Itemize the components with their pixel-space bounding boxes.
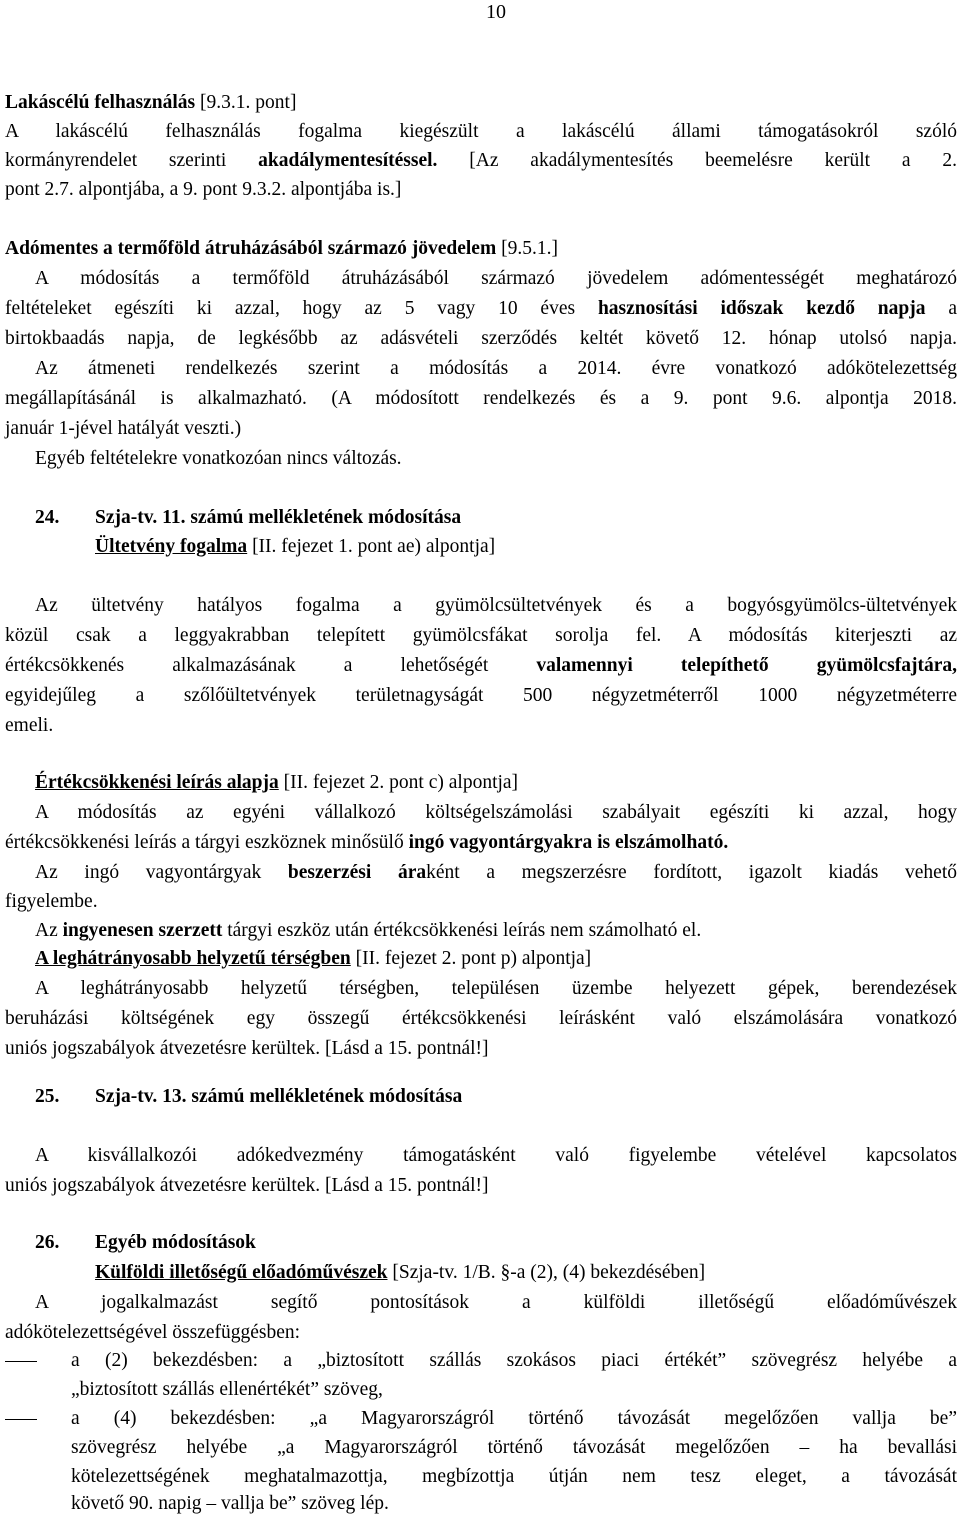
list-item-continuation: kötelezettségének meghatalmazottja, megbízottja útján nem tesz eleget, a távozását [71, 1466, 957, 1487]
subsection-title: Értékcsökkenési leírás alapja [35, 772, 279, 793]
subsection-heading-ertekcsokkenesi [5, 768, 957, 798]
subsection-title: A leghátrányosabb helyzetű térségben [35, 948, 351, 969]
subsection-ref: [Szja-tv. 1/B. §-a (2), (4) bekezdésében] [387, 1262, 706, 1283]
paragraph-line: Az ingó vagyontárgyak beszerzési áraként a megszerzésre fordított, igazolt kiadás vehető [35, 862, 957, 883]
paragraph-line: A kisvállalkozói adókedvezmény támogatásként való figyelembe vételével kapcsolatos [35, 1145, 957, 1166]
paragraph-line: Egyéb feltételekre vonatkozóan nincs változás. [35, 448, 402, 469]
paragraph-line: egyidejűleg a szőlőültetvények területnagyságát 500 négyzetméterről 1000 négyzetméterre [5, 685, 957, 706]
paragraph-line: birtokbaadás napja, de legkésőbb az adásvételi szerződés keltét követő 12. hónap utolsó napja. [5, 328, 957, 349]
subsection-heading [5, 1258, 957, 1288]
subsection-ref: [II. fejezet 2. pont c) alpontja] [283, 772, 519, 793]
paragraph-line: A módosítás a termőföld átruházásából származó jövedelem adómentességét meghatározó [35, 268, 957, 289]
list-item-continuation: szövegrész helyébe „a Magyarországról történő távozását megelőzően – ha bevallási [71, 1437, 957, 1458]
list-item: a (4) bekezdésben: „a Magyarországról történő távozását megelőzően vallja be” [5, 1404, 957, 1434]
paragraph-line: figyelembe. [5, 891, 98, 912]
paragraph-line: kormányrendelet szerinti akadálymentesítéssel. [Az akadálymentesítés beemelésre került a 2. [5, 150, 957, 171]
paragraph-line: Az átmeneti rendelkezés szerint a módosítás a 2014. évre vonatkozó adókötelezettség [35, 358, 957, 379]
chapter-number: 25. [35, 1086, 60, 1107]
subsection-heading [5, 532, 957, 562]
list-item-continuation: „biztosított szállás ellenértékét” szöveg, [71, 1379, 383, 1400]
paragraph-line: A leghátrányosabb helyzetű térségben, településen üzembe helyezett gépek, berendezések [35, 978, 957, 999]
chapter-title: Szja-tv. 11. számú mellékletének módosítása [95, 507, 462, 528]
subsection-heading-leghatranyosabb [5, 944, 957, 974]
dash-bullet [5, 1346, 43, 1376]
subsection-ref: [II. fejezet 1. pont ae) alpontja] [252, 536, 496, 557]
subsection-title: Ültetvény fogalma [95, 536, 248, 557]
chapter-title: Szja-tv. 13. számú mellékletének módosítása [95, 1086, 463, 1107]
section-title: Lakáscélú felhasználás [5, 92, 196, 113]
paragraph-line: A lakáscélú felhasználás fogalma kiegészült a lakáscélú állami támogatásokról szóló [5, 121, 957, 142]
section-heading-adomentes [5, 234, 957, 264]
paragraph-line: értékcsökkenés alkalmazásának a lehetőségét valamennyi telepíthető gyümölcsfajtára, [5, 655, 957, 676]
paragraph-line: A módosítás az egyéni vállalkozó költségelszámolási szabályait egészíti ki azzal, hogy [35, 802, 957, 823]
subsection-ref: [II. fejezet 2. pont p) alpontja] [355, 948, 592, 969]
chapter-number: 26. [35, 1232, 60, 1253]
paragraph-line: Az ültetvény hatályos fogalma a gyümölcsültetvények és a bogyósgyümölcs-ültetvények [35, 595, 957, 616]
dash-bullet [5, 1404, 43, 1434]
document-body [5, 0, 957, 1517]
list-item-continuation: követő 90. napig – vallja be” szöveg lép. [71, 1493, 389, 1514]
paragraph-line: uniós jogszabályok átvezetésre kerültek. [Lásd a 15. pontnál!] [5, 1175, 489, 1196]
paragraph-line: emeli. [5, 715, 54, 736]
paragraph-line: pont 2.7. alpontjába, a 9. pont 9.3.2. alpontjába is.] [5, 179, 402, 200]
page-number: 10 [486, 1, 506, 23]
paragraph-line: megállapításánál is alkalmazható. (A módosított rendelkezés és a 9. pont 9.6. alpontja 2018. [5, 388, 957, 409]
paragraph-line: uniós jogszabályok átvezetésre kerültek. [Lásd a 15. pontnál!] [5, 1038, 489, 1059]
section-ref: [9.3.1. pont] [200, 92, 297, 113]
chapter-heading-24 [5, 503, 957, 533]
chapter-heading-26 [5, 1228, 957, 1258]
paragraph-line: Az ingyenesen szerzett tárgyi eszköz után értékcsökkenési leírás nem számolható el. [35, 920, 702, 941]
section-heading-lakascelu [5, 88, 957, 118]
chapter-heading-25 [5, 1082, 957, 1112]
paragraph-line: feltételeket egészíti ki azzal, hogy az 5 vagy 10 éves hasznosítási időszak kezdő napja a [5, 298, 957, 319]
chapter-title: Egyéb módosítások [95, 1232, 256, 1253]
section-ref: [9.5.1.] [501, 238, 558, 259]
section-title: Adómentes a termőföld átruházásából származó jövedelem [5, 238, 497, 259]
chapter-number: 24. [35, 507, 60, 528]
paragraph-line: közül csak a leggyakrabban telepített gyümölcsfákat sorolja fel. A módosítás kiterjeszti az [5, 625, 957, 646]
list-item: a (2) bekezdésben: a „biztosított szállás szokásos piaci értékét” szövegrész helyébe a [5, 1346, 957, 1376]
paragraph-line: január 1-jével hatályát veszti.) [5, 418, 242, 439]
subsection-title: Külföldi illetőségű előadóművészek [95, 1262, 388, 1283]
paragraph-line: beruházási költségének egy összegű értékcsökkenési leírásként való elszámolására vonatkozó [5, 1008, 957, 1029]
paragraph-line: adókötelezettségével összefüggésben: [5, 1322, 301, 1343]
paragraph-line: A jogalkalmazást segítő pontosítások a külföldi illetőségű előadóművészek [35, 1292, 957, 1313]
paragraph-line: értékcsökkenési leírás a tárgyi eszköznek minősülő ingó vagyontárgyakra is elszámolható. [5, 832, 729, 853]
